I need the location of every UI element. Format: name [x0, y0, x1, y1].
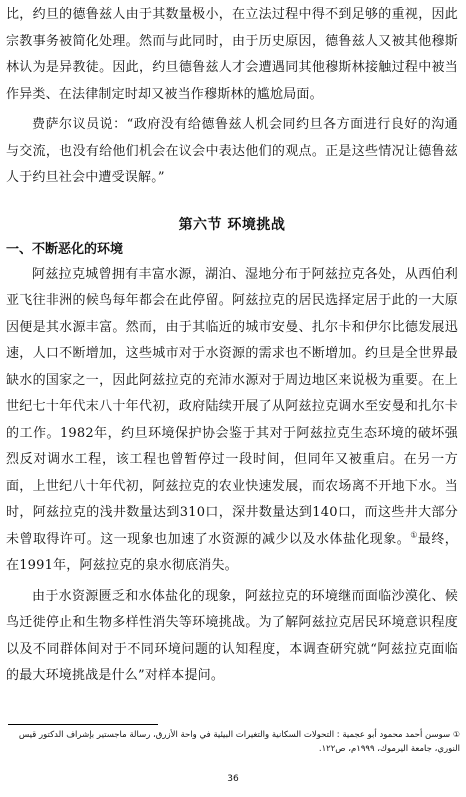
- footnote-divider: [8, 724, 158, 725]
- footnote-marker: ①: [452, 730, 460, 739]
- paragraph-text-end: 最终，在1991年，阿兹拉克的泉水彻底消失。: [6, 531, 458, 573]
- page-number: 36: [227, 774, 239, 784]
- footnote-text: سوسن أحمد محمود أبو عجمية : التحولات السكانية والتغيرات البيئية في واحة الأزرق، رسالة ماجستير بإشراف الدكتور قيس النوري، جامعة اليرموك، ١٩٩٩م، ص١٢٢.: [18, 730, 460, 754]
- paragraph-environment-2: 由于水资源匮乏和水体盐化的现象，阿兹拉克的环境继而面临沙漠化、候鸟迁徙停止和生物多样性消失等环境挑战。为了解阿兹拉克居民环境意识程度以及不同群体间对于不同环境问题的认知程度，本调查研究就“阿兹拉克面临的最大环境挑战是什么”对样本提问。: [6, 588, 458, 683]
- section-title: 第六节 环境挑战: [178, 216, 286, 233]
- subheading: 一、不断恶化的环境: [6, 241, 124, 257]
- paragraph-quote-faisal: 费萨尔议员说：“政府没有给德鲁兹人机会同约旦各方面进行良好的沟通与交流，也没有给他们机会在议会中表达他们的观点。正是这些情况让德鲁兹人于约旦社会中遭受误解。”: [6, 117, 458, 185]
- paragraph-environment-1: [6, 262, 458, 580]
- paragraph-text: 阿兹拉克城曾拥有丰富水源，湖泊、湿地分布于阿兹拉克各处，从西伯利亚飞往非洲的候鸟每年都会在此停留。阿兹拉克的居民选择定居于此的一大原因便是其水源丰富。然而，由于其临近的城市安曼、扎尔卡和伊尔比德发展迅速，人口不断增加，这些城市对于水资源的需求也不断增加。约旦是全世界最缺水的国家之一，因此阿兹拉克的充沛水源对于周边地区来说极为重要。在上世纪七十年代末八十年代初，政府陆续开展了从阿兹拉克调水至安曼和扎尔卡的工作。1982年，约旦环境保护协会鉴于其对于阿兹拉克生态环境的破坏强烈反对调水工程，该工程也曾暂停过一段时间，但同年又被重启。在另一方面，上世纪八十年代初，阿兹拉克的农业快速发展，而农场离不开地下水。当时，阿兹拉克的浅井数量达到310口，深井数量达到140口，而这些井大部分未曾取得许可。这一现象也加速了水资源的减少以及水体盐化现象。: [6, 266, 458, 547]
- footnote: [8, 728, 460, 756]
- footnote-reference[interactable]: ①: [410, 530, 418, 540]
- body-text: [6, 2, 458, 690]
- paragraph-continued: 比，约旦的德鲁兹人由于其数量极小，在立法过程中得不到足够的重视，因此宗教事务被简化处理。然而与此同时，由于历史原因，德鲁兹人又被其他穆斯林认为是异教徒。因此，约旦德鲁兹人才会遭遇同其他穆斯林接触过程中被当作异类、在法律制定时却又被当作穆斯林的尴尬局面。: [6, 7, 458, 102]
